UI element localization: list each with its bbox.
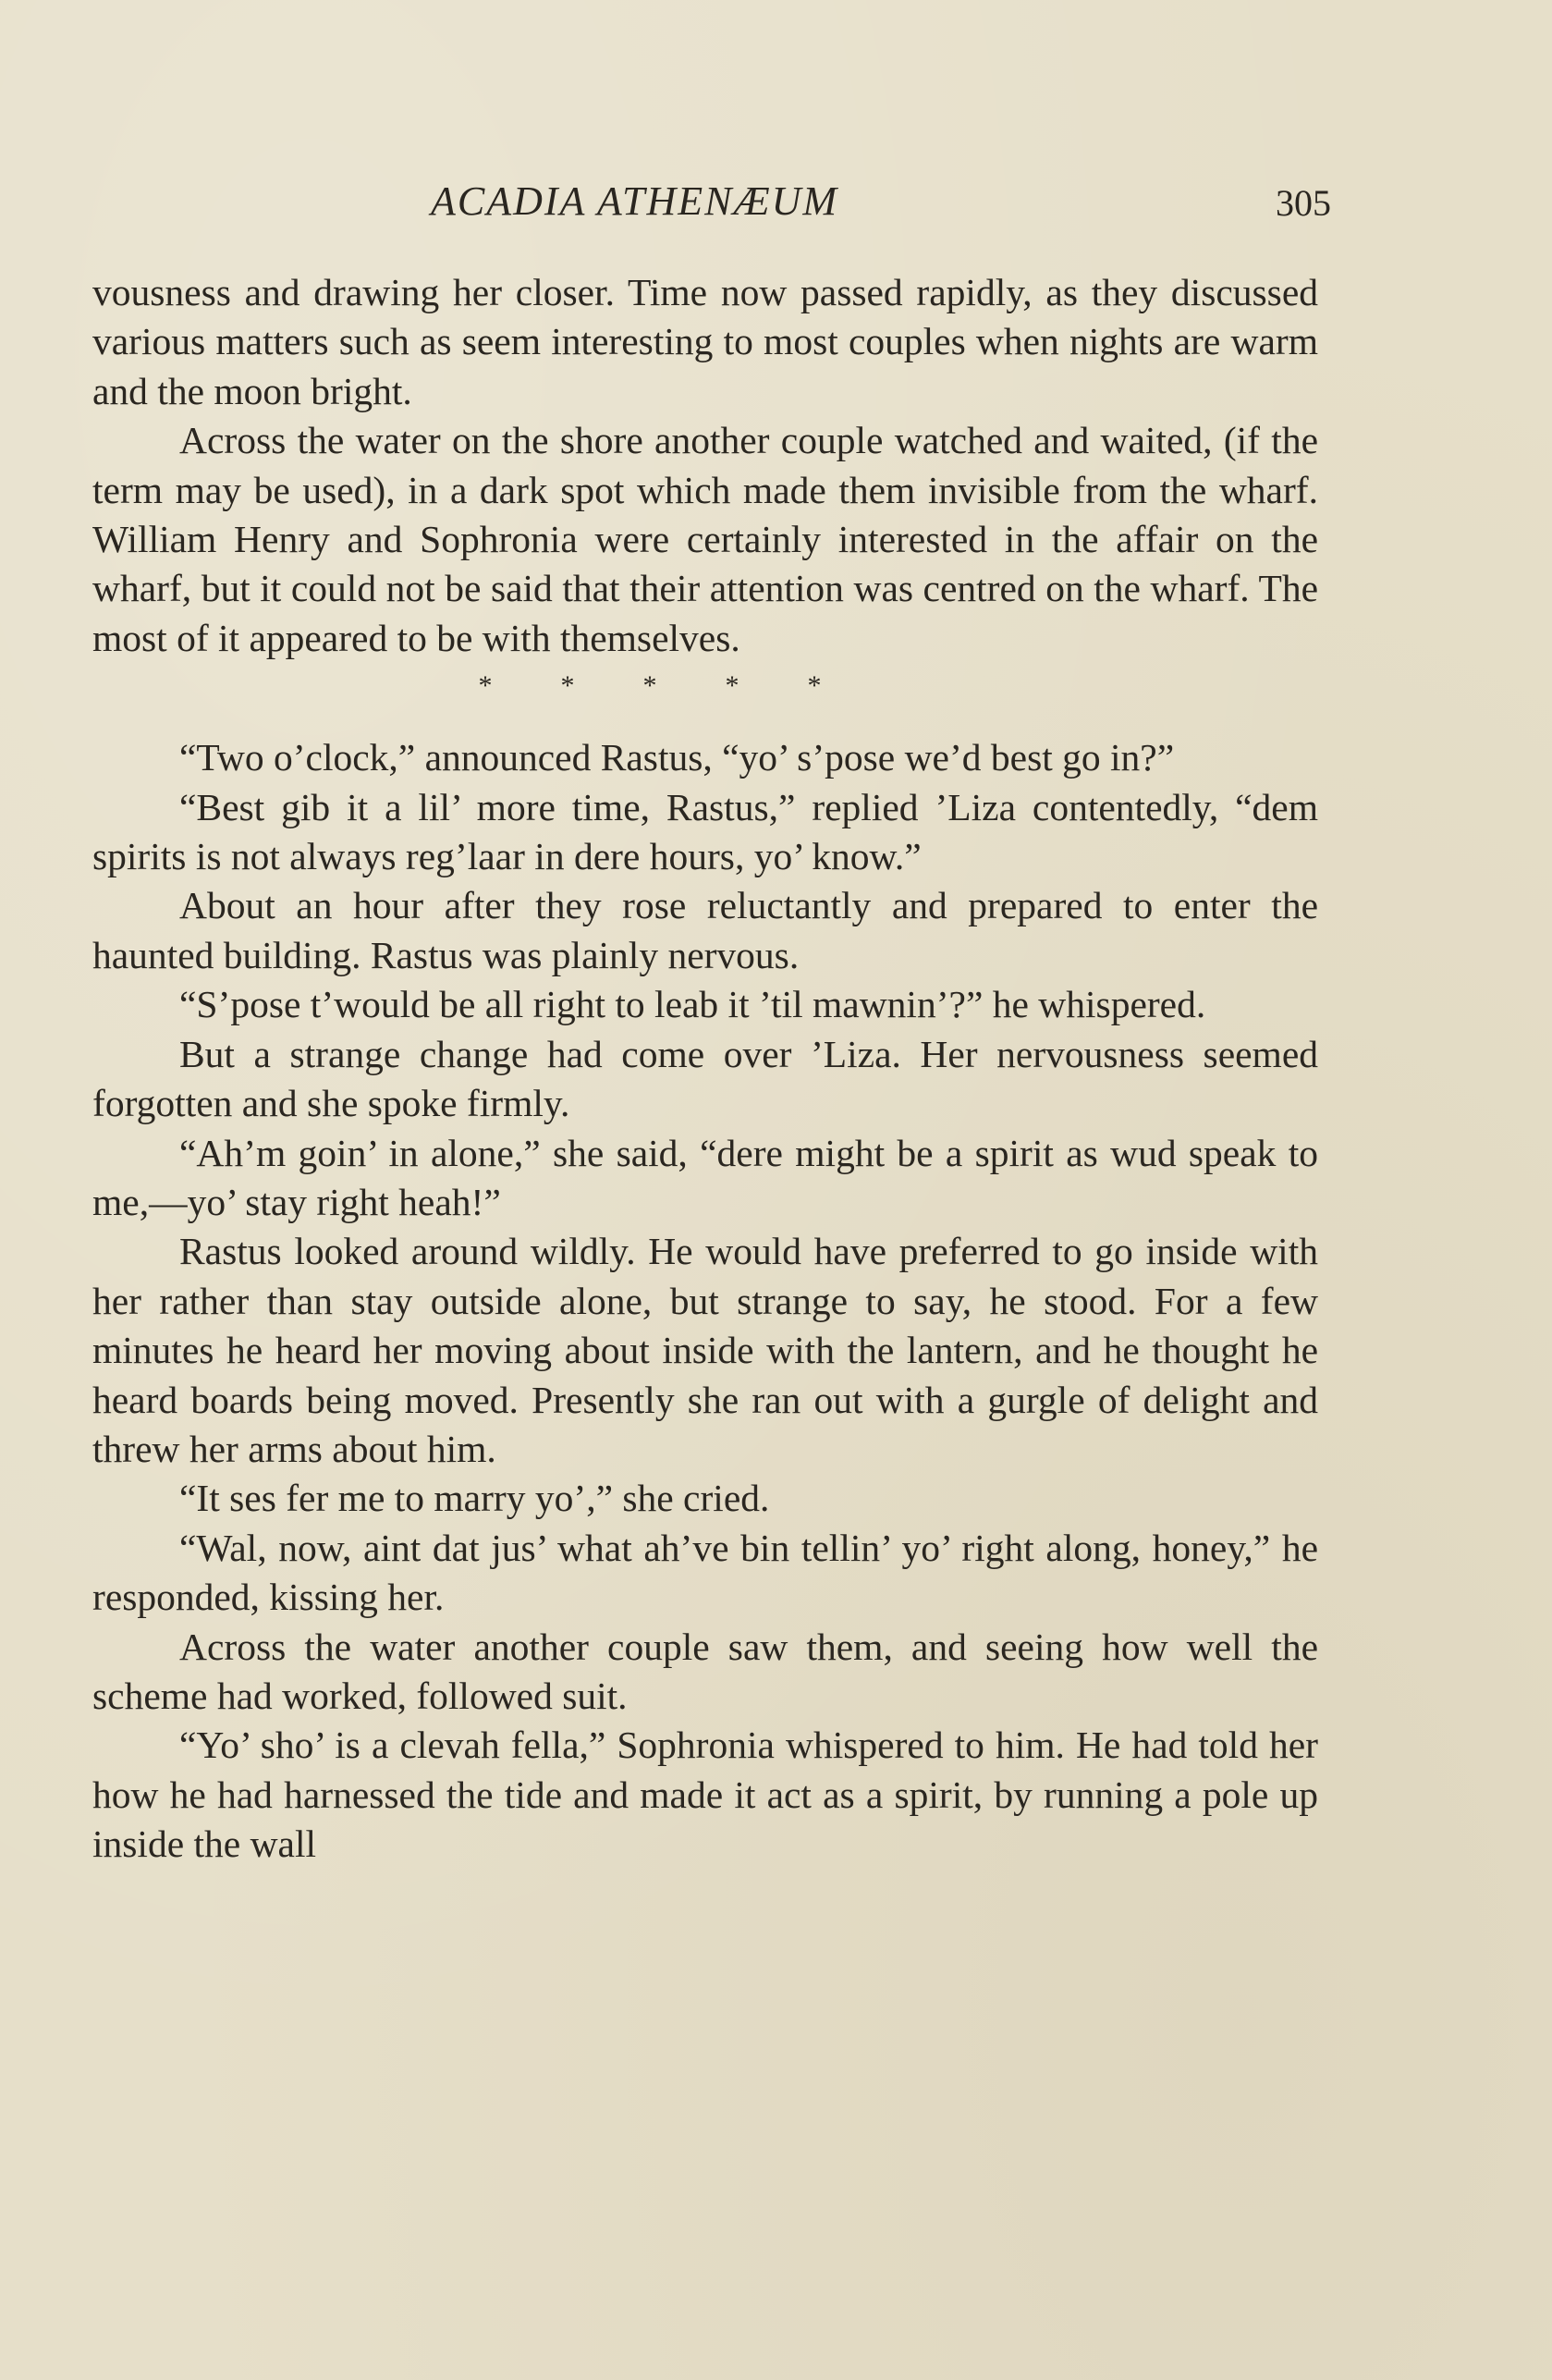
paragraph: “Two o’clock,” announced Rastus, “yo’ s’pose we’d best go in?” xyxy=(179,736,1175,779)
paragraph: About an hour after they rose reluctantly and prepared to enter the haunted building. Rastus was plainly nervous. xyxy=(92,884,1318,976)
section-break-star: * xyxy=(560,670,575,702)
section-break-star: * xyxy=(642,670,657,702)
section-break-star: * xyxy=(807,670,822,702)
section-break-star: * xyxy=(725,670,739,702)
paragraph: “It ses fer me to marry yo’,” she cried. xyxy=(179,1477,770,1520)
paragraph: “Yo’ sho’ is a clevah fella,” Sophronia whispered to him. He had told her how he had harnessed the tide and made it act as a spirit, by running a pole up inside the wall xyxy=(92,1724,1318,1866)
journal-title: ACADIA ATHENÆUM xyxy=(431,178,839,224)
running-head xyxy=(92,178,1331,233)
body-text xyxy=(92,268,1318,1870)
paragraph: “Wal, now, aint dat jus’ what ah’ve bin tellin’ yo’ right along, honey,” he responded, kissing her. xyxy=(92,1526,1318,1619)
paragraph: “S’pose t’would be all right to leab it ’til mawnin’?” he whispered. xyxy=(179,983,1206,1026)
paragraph: vousness and drawing her closer. Time now passed rapidly, as they discussed various matters such as seem interesting to most couples when nights are warm and the moon bright. xyxy=(92,271,1318,412)
paragraph: “Best gib it a lil’ more time, Rastus,” replied ’Liza contentedly, “dem spirits is not always reg’laar in dere hours, yo’ know.” xyxy=(92,785,1318,878)
section-break xyxy=(92,663,1318,709)
paragraph: “Ah’m goin’ in alone,” she said, “dere might be a spirit as wud speak to me,—yo’ stay right heah!” xyxy=(92,1131,1318,1223)
page-number: 305 xyxy=(1276,182,1331,224)
paragraph: But a strange change had come over ’Liza. Her nervousness seemed forgotten and she spoke firmly. xyxy=(92,1032,1318,1125)
paragraph: Across the water another couple saw them, and seeing how well the scheme had worked, followed suit. xyxy=(92,1625,1318,1717)
paragraph: Rastus looked around wildly. He would have preferred to go inside with her rather than stay outside alone, but strange to say, he stood. For a few minutes he heard her moving about inside with the lantern, and he thought he heard boards being moved. Presently she ran out with a gurgle of delight and threw her arms about him. xyxy=(92,1230,1318,1470)
paragraph: Across the water on the shore another couple watched and waited, (if the term may be used), in a dark spot which made them invisible from the wharf. William Henry and Sophronia were certainly interested in the affair on the wharf, but it could not be said that their attention was centred on the wharf. The most of it appeared to be with themselves. xyxy=(92,419,1318,659)
section-break-star: * xyxy=(478,670,493,702)
